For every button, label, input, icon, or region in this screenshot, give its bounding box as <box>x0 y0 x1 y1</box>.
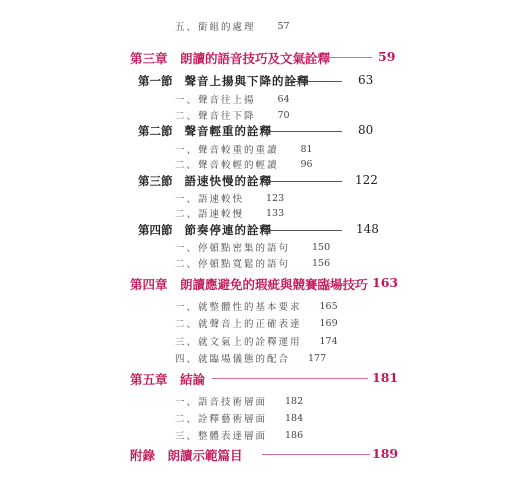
list-item[interactable]: 二、語速較慢 133 <box>175 207 285 220</box>
list-item[interactable]: 二、詮釋藝術層面 184 <box>175 412 304 425</box>
section-3-page: 122 <box>355 173 378 187</box>
section-4-page: 148 <box>356 222 379 236</box>
list-item[interactable]: 一、停頓點密集的語句 150 <box>175 241 331 254</box>
appendix-leader <box>262 454 370 455</box>
section-3-leader <box>268 181 342 182</box>
chapter-4-page: 163 <box>372 275 399 290</box>
appendix-page: 189 <box>372 446 399 461</box>
list-item[interactable]: 三、整體表達層面 186 <box>175 429 304 442</box>
section-3[interactable]: 第三節 語速快慢的詮釋 <box>138 174 272 188</box>
list-item[interactable] <box>175 19 290 33</box>
item-label: 五、銜組的處理 <box>175 22 256 33</box>
section-4-leader <box>268 230 342 231</box>
chapter-3-title[interactable]: 第三章 朗讀的語音技巧及文氣詮釋 <box>130 51 331 66</box>
section-1-page: 63 <box>358 73 374 87</box>
list-item[interactable]: 二、停頓點寬鬆的語句 156 <box>175 257 331 270</box>
section-2-page: 80 <box>358 123 374 137</box>
section-1[interactable]: 第一節 聲音上揚與下降的詮釋 <box>138 74 310 88</box>
list-item[interactable]: 一、語音技術層面 182 <box>175 395 304 408</box>
list-item[interactable]: 一、語速較快 123 <box>175 192 285 205</box>
chapter-5-page: 181 <box>372 370 399 385</box>
chapter-4-title[interactable]: 第四章 朗讀應避免的瑕疵與競賽臨場技巧 <box>130 277 368 292</box>
appendix-title[interactable]: 附錄 朗讀示範篇目 <box>130 448 243 463</box>
section-2[interactable]: 第二節 聲音輕重的詮釋 <box>138 124 272 138</box>
list-item[interactable]: 二、聲音較輕的輕讀 96 <box>175 158 313 171</box>
list-item[interactable]: 一、聲音較重的重讀 81 <box>175 143 313 156</box>
list-item[interactable]: 二、聲音往下降 70 <box>175 109 290 122</box>
chapter-5-title[interactable]: 第五章 結論 <box>130 372 206 387</box>
section-4[interactable]: 第四節 節奏停連的詮釋 <box>138 223 272 237</box>
chapter-4-leader <box>328 283 368 284</box>
chapter-3-leader <box>302 57 372 58</box>
list-item[interactable]: 二、就聲音上的正確表達 169 <box>175 317 338 330</box>
section-1-leader <box>290 81 342 82</box>
list-item[interactable]: 三、就文氣上的詮釋運用 174 <box>175 335 338 348</box>
chapter-3-page: 59 <box>378 49 396 64</box>
item-page: 57 <box>277 20 290 32</box>
chapter-5-leader <box>212 378 368 379</box>
section-2-leader <box>268 131 342 132</box>
list-item[interactable]: 一、聲音往上揚 64 <box>175 93 290 106</box>
list-item[interactable]: 四、就臨場儀態的配合 177 <box>175 352 327 365</box>
list-item[interactable]: 一、就整體性的基本要求 165 <box>175 300 338 313</box>
